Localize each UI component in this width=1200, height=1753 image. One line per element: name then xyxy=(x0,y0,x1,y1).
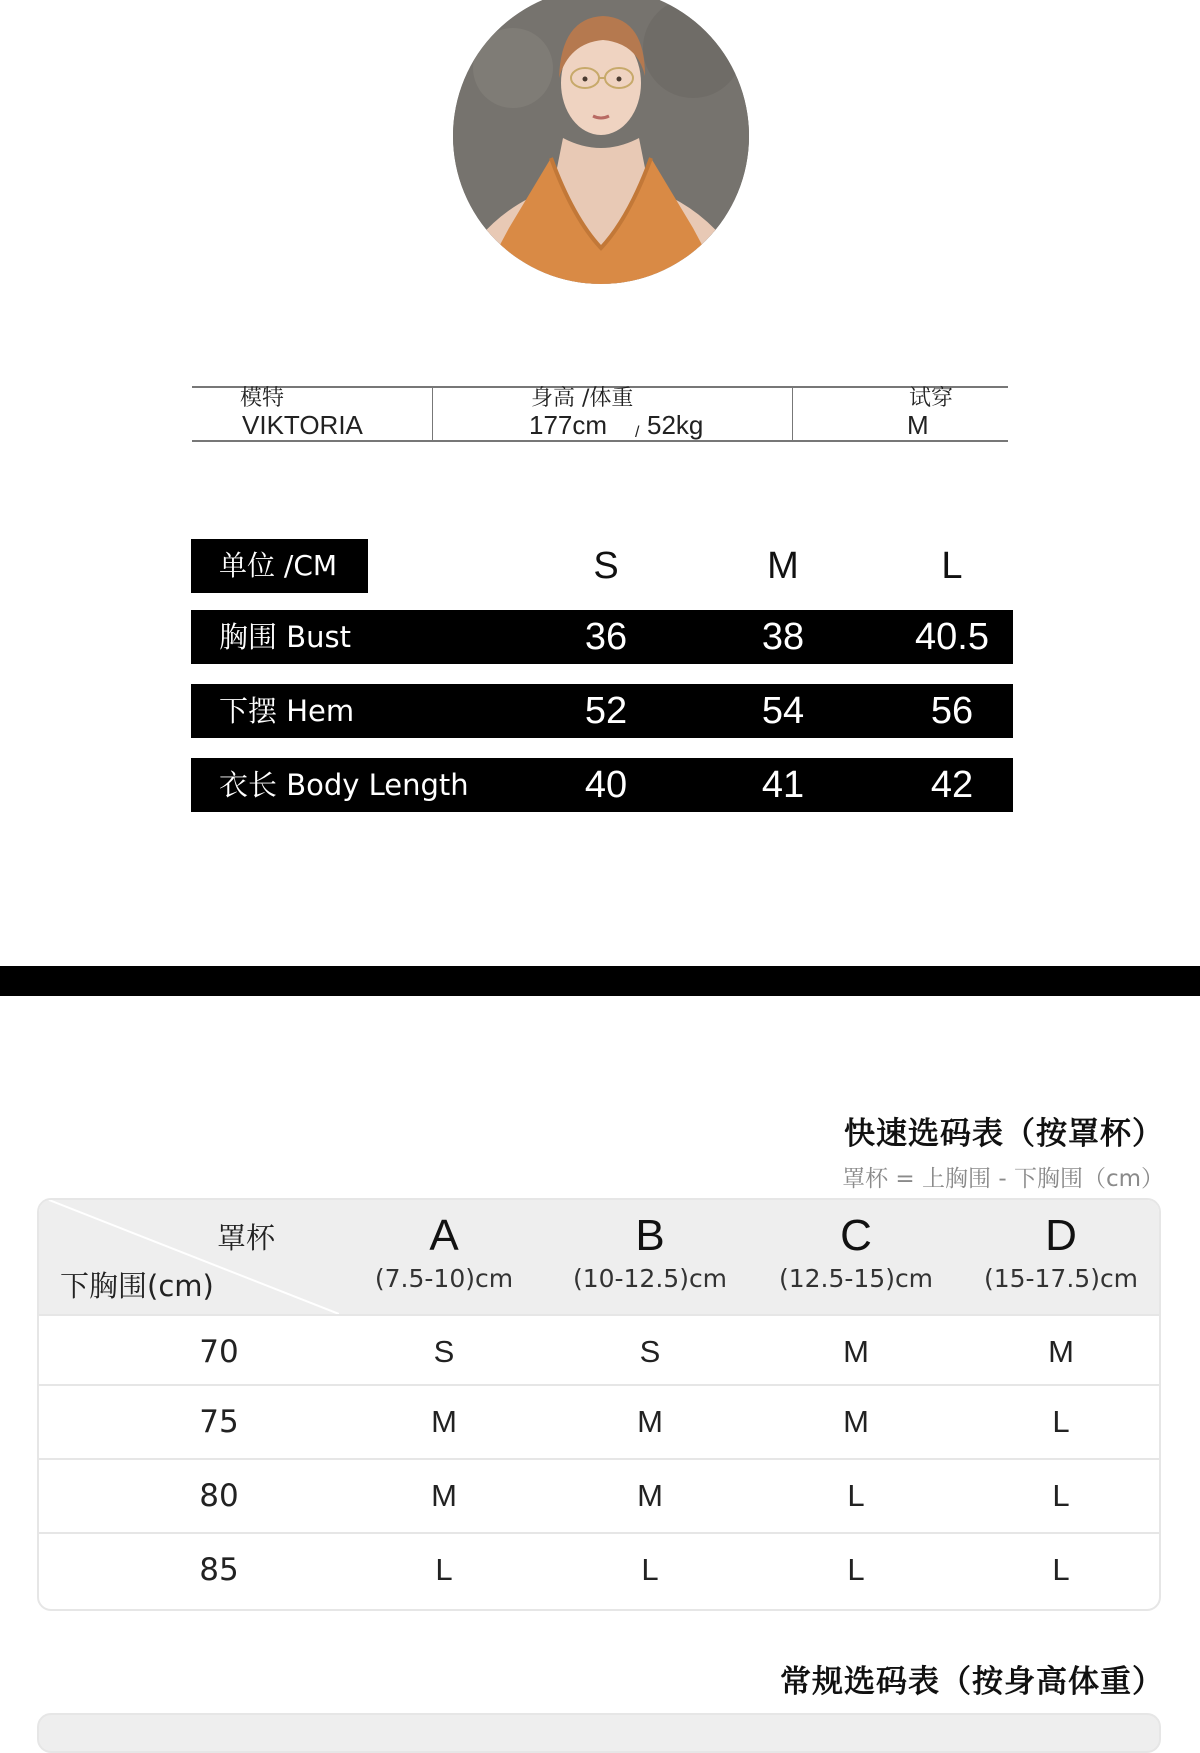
section-divider xyxy=(0,966,1200,996)
row-label: 衣长 Body Length xyxy=(219,768,469,802)
regular-select-table-header xyxy=(37,1713,1161,1753)
cup-size-cell: L xyxy=(847,1552,865,1587)
model-avatar xyxy=(453,0,749,284)
cup-range: (10-12.5)cm xyxy=(572,1264,728,1293)
model-height-weight-cell xyxy=(432,388,793,440)
table-row xyxy=(39,1532,1159,1608)
quick-select-subtitle: 罩杯 = 上胸围 - 下胸围（cm） xyxy=(842,1166,1164,1192)
try-size-label: 试穿 xyxy=(909,386,954,411)
cup-size-table xyxy=(37,1198,1161,1611)
size-value-l: 40.5 xyxy=(915,616,989,658)
cup-column-a xyxy=(344,1210,544,1296)
model-name-label: 模特 xyxy=(240,386,285,411)
size-header-m: M xyxy=(767,545,799,587)
cup-column-c xyxy=(756,1210,956,1296)
height-weight-label: 身高 /体重 xyxy=(531,386,634,411)
underbust-value: 80 xyxy=(199,1478,239,1514)
size-value-m: 38 xyxy=(761,616,805,658)
cup-size-cell: M xyxy=(1048,1334,1074,1369)
cup-size-cell: S xyxy=(639,1334,661,1369)
cup-letter: C xyxy=(840,1211,872,1260)
header-cup-label: 罩杯 xyxy=(217,1221,276,1255)
cup-size-cell: M xyxy=(637,1404,663,1439)
cup-size-cell: L xyxy=(1052,1552,1070,1587)
size-value-s: 52 xyxy=(584,690,628,732)
cup-letter: B xyxy=(635,1211,665,1260)
underbust-value: 70 xyxy=(199,1334,239,1370)
unit-label: 单位 /CM xyxy=(191,539,368,593)
weight-value: 52kg xyxy=(647,410,704,440)
cup-range: (15-17.5)cm xyxy=(983,1264,1139,1293)
model-info-table xyxy=(192,386,1008,442)
size-header-l: L xyxy=(941,545,963,587)
cup-size-cell: L xyxy=(847,1478,865,1513)
size-value-m: 41 xyxy=(761,764,805,806)
cup-range: (12.5-15)cm xyxy=(778,1264,934,1293)
cup-letter: A xyxy=(429,1211,459,1260)
cup-size-cell: M xyxy=(431,1404,457,1439)
size-row-body-length xyxy=(191,758,1013,812)
cup-size-cell: M xyxy=(843,1334,869,1369)
size-row-bust xyxy=(191,610,1013,664)
cup-size-cell: L xyxy=(1052,1404,1070,1439)
regular-select-title: 常规选码表（按身高体重） xyxy=(780,1664,1164,1700)
cup-size-cell: L xyxy=(435,1552,453,1587)
try-size-value: M xyxy=(907,410,929,440)
size-value-l: 56 xyxy=(930,690,974,732)
cup-table-header xyxy=(39,1200,1159,1314)
table-row xyxy=(39,1458,1159,1534)
cup-column-b xyxy=(550,1210,750,1296)
cup-column-d xyxy=(961,1210,1161,1296)
cup-size-cell: L xyxy=(641,1552,659,1587)
cup-letter: D xyxy=(1045,1211,1077,1260)
quick-select-title: 快速选码表（按罩杯） xyxy=(844,1116,1164,1152)
cup-size-cell: M xyxy=(843,1404,869,1439)
height-weight-separator: / xyxy=(635,424,640,441)
size-value-s: 40 xyxy=(584,764,628,806)
model-name-value: VIKTORIA xyxy=(242,410,363,440)
underbust-value: 75 xyxy=(199,1404,239,1440)
cup-size-cell: S xyxy=(433,1334,455,1369)
cup-size-cell: M xyxy=(637,1478,663,1513)
height-value: 177cm xyxy=(529,410,608,440)
model-try-size-cell xyxy=(792,388,1009,440)
model-photo-illustration xyxy=(453,0,749,284)
model-name-cell xyxy=(192,388,432,440)
size-value-s: 36 xyxy=(584,616,628,658)
row-label: 胸围 Bust xyxy=(219,620,351,654)
size-value-m: 54 xyxy=(761,690,805,732)
cup-size-cell: L xyxy=(1052,1478,1070,1513)
cup-range: (7.5-10)cm xyxy=(374,1264,514,1293)
size-value-l: 42 xyxy=(930,764,974,806)
cup-size-cell: M xyxy=(431,1478,457,1513)
header-underbust-label: 下胸围(cm) xyxy=(60,1269,214,1303)
row-label: 下摆 Hem xyxy=(219,694,355,728)
size-header-s: S xyxy=(593,545,619,587)
table-row xyxy=(39,1384,1159,1460)
size-row-hem xyxy=(191,684,1013,738)
table-row xyxy=(39,1314,1159,1390)
underbust-value: 85 xyxy=(199,1552,239,1588)
